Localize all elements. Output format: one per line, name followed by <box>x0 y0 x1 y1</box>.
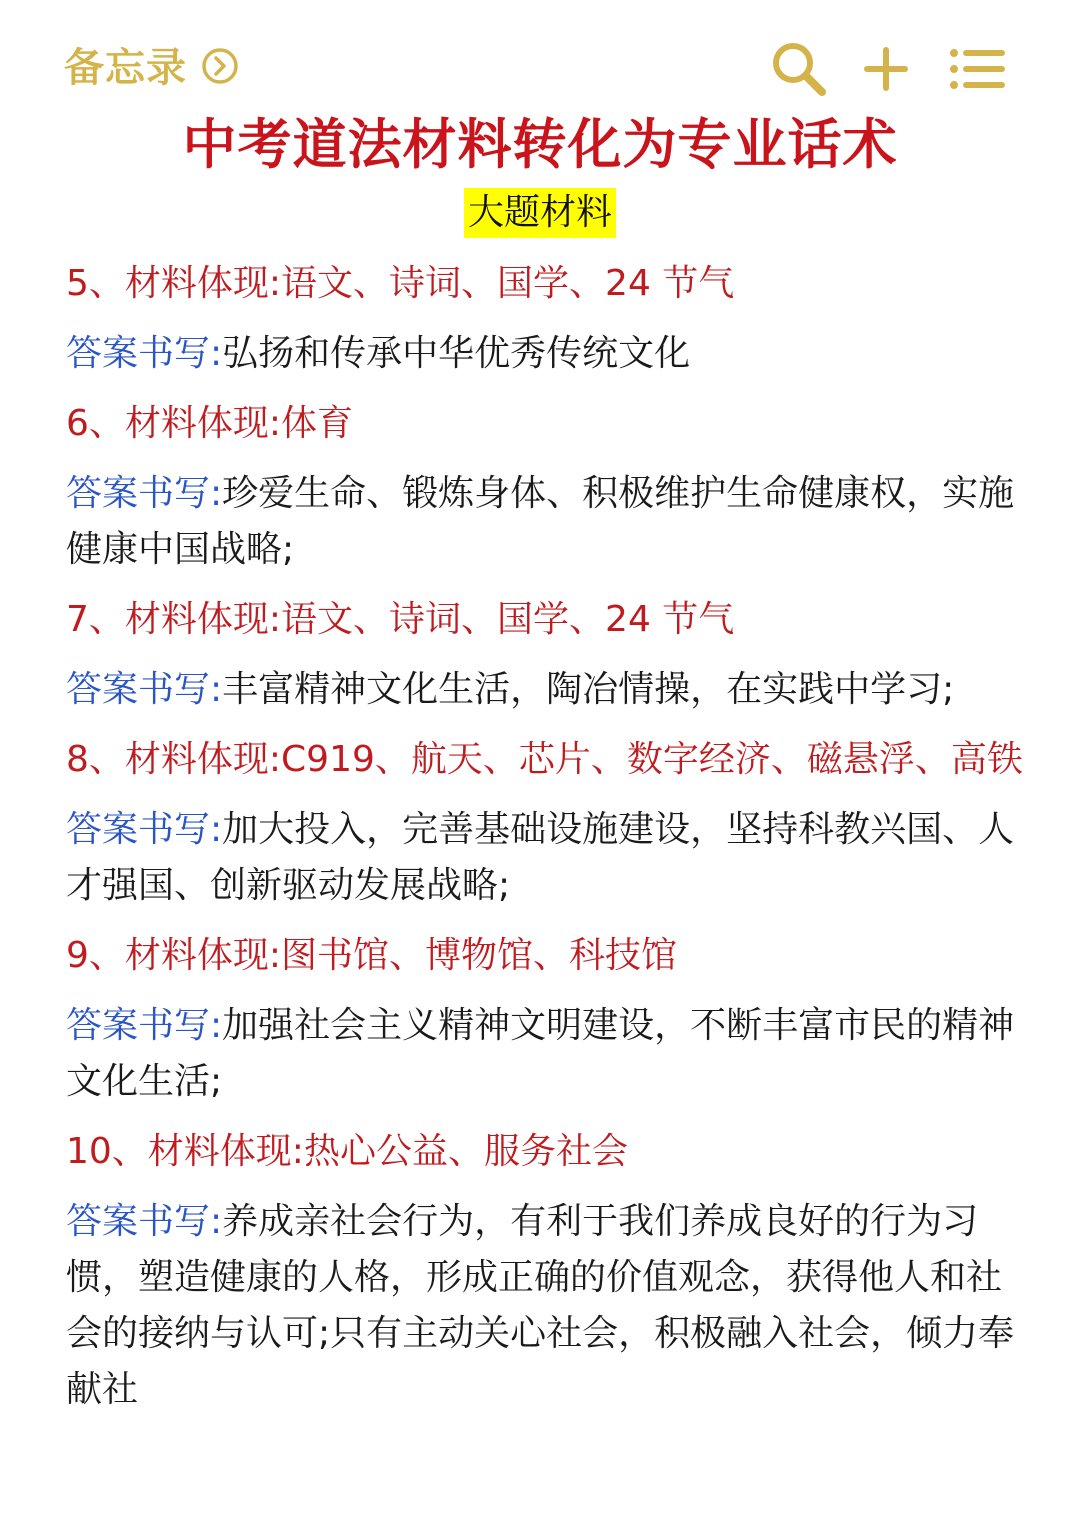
plus-icon[interactable] <box>856 38 916 98</box>
top-toolbar <box>0 0 1080 110</box>
search-icon[interactable] <box>768 38 828 98</box>
page-title: 中考道法材料转化为专业话术 <box>182 113 898 176</box>
answer-text: 加大投入，完善基础设施建设，坚持科教兴国、人才强国、创新驱动发展战略; <box>66 809 1015 906</box>
answer-line <box>66 1194 1036 1418</box>
answer-line <box>66 466 1036 578</box>
answer-label: 答案书写: <box>66 669 223 710</box>
answer-text: 丰富精神文化生活，陶冶情操，在实践中学习; <box>222 669 955 710</box>
subtitle-highlight: 大题材料 <box>464 188 616 238</box>
answer-label: 答案书写: <box>66 1201 223 1242</box>
answer-text: 加强社会主义精神文明建设，不断丰富市民的精神文化生活; <box>66 1005 1015 1102</box>
back-button-label[interactable]: 备忘录 <box>64 45 187 91</box>
answer-text: 弘扬和传承中华优秀传统文化 <box>222 333 691 374</box>
material-line: 10、材料体现:热心公益、服务社会 <box>66 1131 628 1172</box>
list-icon[interactable] <box>946 38 1006 98</box>
material-line: 5、材料体现:语文、诗词、国学、24 节气 <box>66 263 735 304</box>
answer-line <box>66 998 1036 1110</box>
material-line: 6、材料体现:体育 <box>66 403 354 444</box>
subtitle-container <box>0 188 1080 238</box>
answer-line <box>66 662 1036 718</box>
answer-label: 答案书写: <box>66 473 223 514</box>
material-line: 8、材料体现:C919、航天、芯片、数字经济、磁悬浮、高铁 <box>66 739 1023 780</box>
material-line: 7、材料体现:语文、诗词、国学、24 节气 <box>66 599 735 640</box>
answer-label: 答案书写: <box>66 1005 223 1046</box>
answer-label: 答案书写: <box>66 333 223 374</box>
answer-line <box>66 802 1036 914</box>
material-line: 9、材料体现:图书馆、博物馆、科技馆 <box>66 935 678 976</box>
answer-label: 答案书写: <box>66 809 223 850</box>
chevron-right-circle-icon[interactable] <box>200 46 240 86</box>
answer-text: 珍爱生命、锻炼身体、积极维护生命健康权，实施健康中国战略; <box>66 473 1015 570</box>
note-body[interactable] <box>66 256 1036 1432</box>
answer-line <box>66 326 1036 382</box>
answer-text: 养成亲社会行为，有利于我们养成良好的行为习惯，塑造健康的人格，形成正确的价值观念，获得他人和社会的接纳与认可;只有主动关心社会，积极融入社会，倾力奉献社 <box>66 1201 1015 1410</box>
